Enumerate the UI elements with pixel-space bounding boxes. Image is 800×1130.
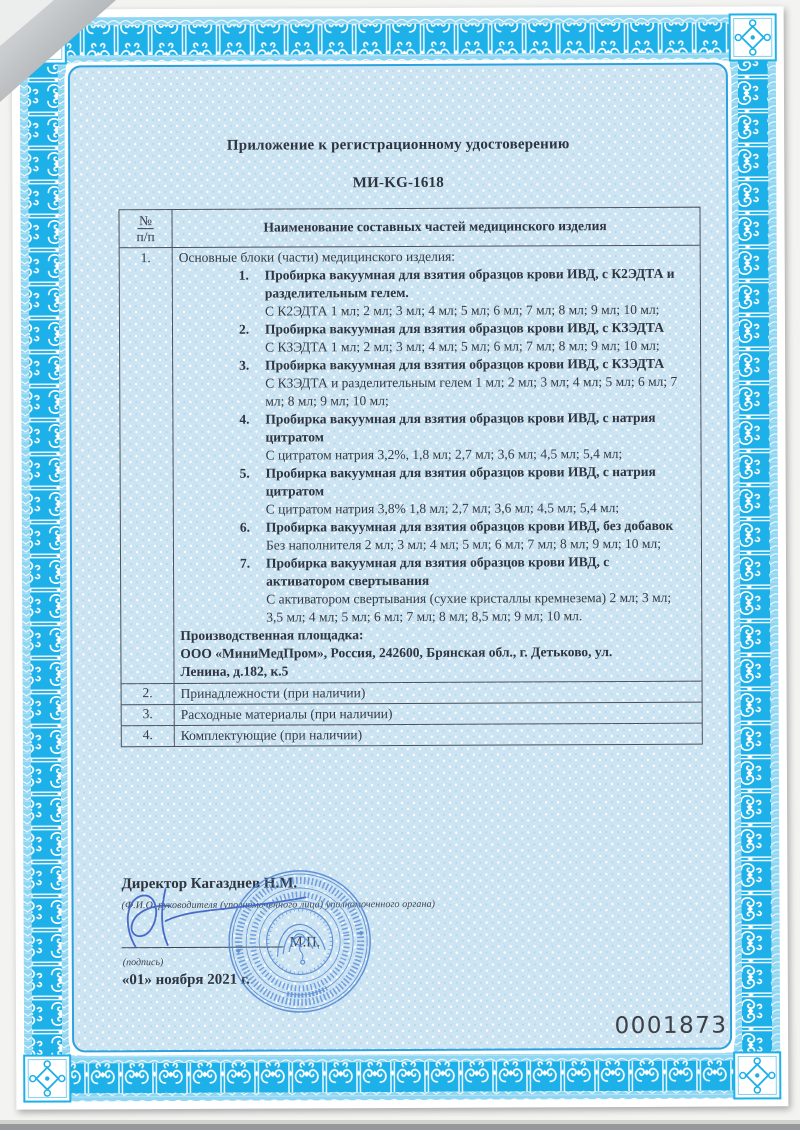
signature-caption: (подпись) [122,957,164,969]
component-title: Пробирка вакуумная для взятия образцов крови ИВД, с КЗЭДТА [264,319,664,337]
component-number: 4. [239,411,250,427]
registration-number: МИ-KG-1618 [352,174,444,192]
components-table [118,207,702,748]
main-row-intro: Основные блоки (части) медицинского изделия: [178,248,456,265]
component-number: 5. [239,465,250,481]
component-number: 3. [239,357,250,373]
certificate-page [12,6,789,1109]
table-row [122,723,702,747]
component-item [239,409,682,465]
table-row-main [120,245,702,684]
component-spec: С КЗЭДТА 1 мл; 2 мл; 3 мл; 4 мл; 5 мл; 6 мл; 7 мл; 8 мл; 9 мл; 10 мл; [265,337,660,355]
column-header-name: Наименование составных частей медицинского изделия [263,218,607,235]
row-text: Комплектующие (при наличии) [180,727,363,743]
component-item [239,553,683,627]
component-spec: С КЗЭДТА и разделительным гелем 1 мл; 2 мл; 3 мл; 4 мл; 5 мл; 6 мл; 7 мл; 8 мл; 9 мл; 10 мл; [265,373,678,409]
row-text: Принадлежности (при наличии) [180,685,366,701]
component-item [238,265,682,321]
component-item [239,517,683,555]
director-name: Директор Кагазднев Н.М. [121,875,298,893]
component-list [179,265,694,627]
production-site-label: Производственная площадка: [180,627,364,643]
table-row [122,702,702,726]
component-spec: С К2ЭДТА 1 мл; 2 мл; 3 мл; 4 мл; 5 мл; 6 мл; 7 мл; 8 мл; 9 мл; 10 мл; [264,301,660,319]
component-spec: Без наполнителя 2 мл; 3 мл; 4 мл; 5 мл; 6 мл; 7 мл; 8 мл; 9 мл; 10 мл; [265,535,661,553]
component-title: Пробирка вакуумная для взятия образцов крови ИВД, с КЗЭДТА [265,355,665,373]
document-title: Приложение к регистрационному удостоверению [226,136,570,154]
scanner-edge [0,1124,800,1130]
row-number: 4. [122,726,175,746]
row-text: Расходные материалы (при наличии) [180,706,393,722]
component-title: Пробирка вакуумная для взятия образцов крови ИВД, с К2ЭДТА и разделительным гелем. [264,265,675,301]
table-header-row [119,208,699,248]
component-title: Пробирка вакуумная для взятия образцов крови ИВД, с активатором свертывания [265,554,610,589]
component-number: 7. [239,555,251,571]
component-number: 6. [239,519,251,535]
component-spec: С активатором свертывания (сухие кристаллы кремнезема) 2 мл; 3 мл; 3,5 мл; 4 мл; 5 мл; 6 мл; 7 мл; 8 мл; 8,5 мл; 9 мл; 10 мл. [266,589,672,625]
stamp-place-abbreviation: М.П. [289,934,321,951]
component-item [238,319,682,357]
component-number: 2. [238,321,250,337]
serial-number: 0001873 [614,1012,728,1040]
column-header-number [119,210,172,247]
row-number: 1. [120,248,175,683]
component-item [239,463,683,519]
number-sign-sub: п/п [136,229,155,245]
component-title: Пробирка вакуумная для взятия образцов крови ИВД, с натрия цитратом [265,463,656,499]
production-site-value: ООО «МиниМедПром», Россия, 242600, Брянская обл., г. Детьково, ул. Ленина, д.182, к.5 [180,644,613,679]
component-number: 1. [238,267,249,283]
component-spec: С цитратом натрия 3,8% 1,8 мл; 2,7 мл; 3,6 мл; 4,5 мл; 5,4 мл; [265,500,620,517]
row-number: 3. [122,705,175,725]
component-spec: С цитратом натрия 3,2%, 1,8 мл; 2,7 мл; 3,6 мл; 4,5 мл; 5,4 мл; [265,446,623,463]
signature-line [122,947,284,949]
component-title: Пробирка вакуумная для взятия образцов крови ИВД, без добавок [265,517,674,535]
component-item [239,355,682,411]
fio-caption: (Ф.И.О. руководителя (уполномоченного лица) уполномоченного органа) [121,898,436,912]
number-sign: № [137,213,154,229]
row-number: 2. [122,684,175,704]
table-row [122,681,702,705]
component-title: Пробирка вакуумная для взятия образцов крови ИВД, с натрия цитратом [265,409,656,445]
issue-date: «01» ноября 2021 г. [121,971,250,989]
